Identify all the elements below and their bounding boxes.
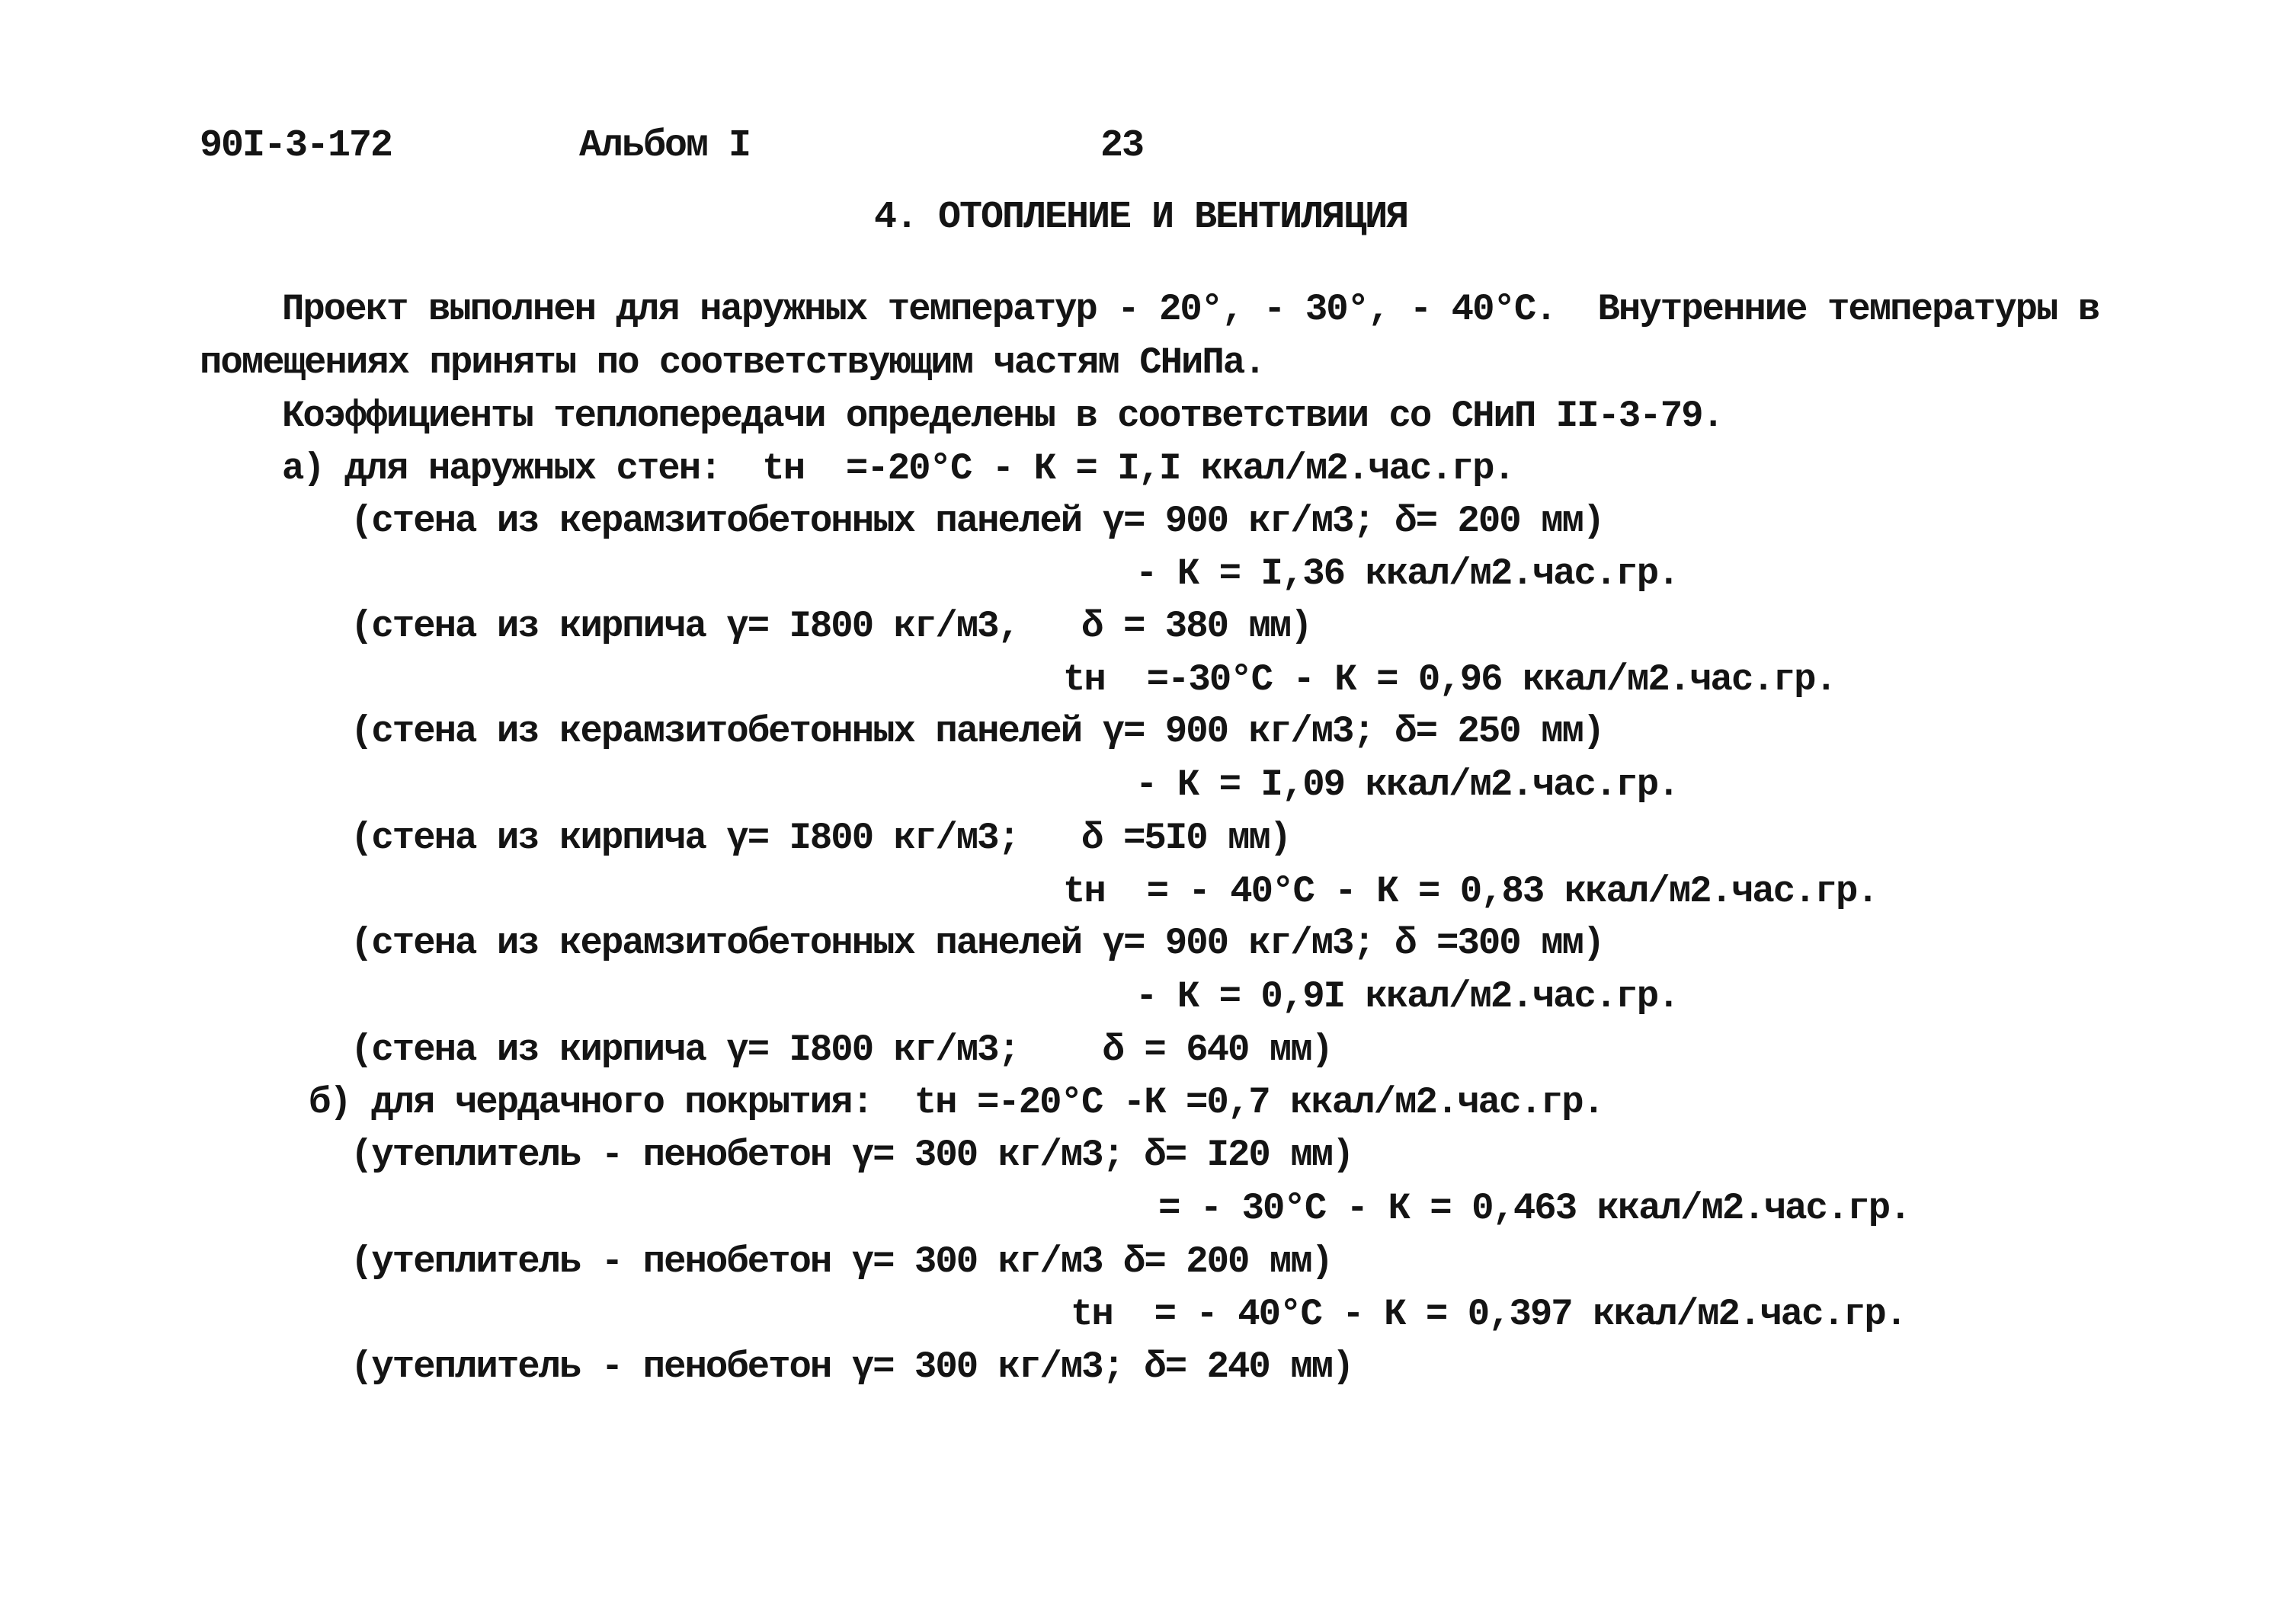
doc-code: 90I-3-172 (200, 124, 392, 168)
section-title: 4. ОТОПЛЕНИЕ И ВЕНТИЛЯЦИЯ (874, 196, 1408, 239)
item-b-line-5: (утеплитель - пенобетон γ= 300 кг/м3; δ= 240 мм) (351, 1345, 1353, 1388)
intro-line-3: Коэффициенты теплопередачи определены в соответствии со СНиП II-3-79. (282, 395, 1723, 437)
item-b-heading: б) для чердачного покрытия: tн =-20°С -К =0,7 ккал/м2.час.гр. (309, 1081, 1604, 1124)
intro-line-2: помещениях приняты по соответствующим частям СНиПа. (200, 341, 1265, 384)
album-label: Альбом I (579, 124, 751, 168)
item-a-line-10: - К = 0,9I ккал/м2.час.гр. (1135, 975, 1679, 1018)
item-b-line-2: = - 30°С - К = 0,463 ккал/м2.час.гр. (1158, 1187, 1910, 1230)
item-a-line-8: tн = - 40°С - К = 0,83 ккал/м2.час.гр. (1063, 870, 1878, 913)
item-b-line-1: (утеплитель - пенобетон γ= 300 кг/м3; δ= I20 мм) (351, 1134, 1353, 1176)
item-a-line-6: - К = I,09 ккал/м2.час.гр. (1135, 763, 1679, 806)
item-b-line-3: (утеплитель - пенобетон γ= 300 кг/м3 δ= 200 мм) (351, 1240, 1333, 1283)
item-a-line-2: - К = I,36 ккал/м2.час.гр. (1135, 552, 1679, 595)
item-a-line-5: (стена из керамзитобетонных панелей γ= 900 кг/м3; δ= 250 мм) (351, 710, 1604, 753)
item-a-heading: а) для наружных стен: tн =-20°С - К = I,I ккал/м2.час.гр. (282, 447, 1514, 490)
item-b-line-4: tн = - 40°С - К = 0,397 ккал/м2.час.гр. (1071, 1293, 1907, 1336)
page-number: 23 (1100, 124, 1144, 168)
item-a-line-11: (стена из кирпича γ= I800 кг/м3; δ = 640 мм) (351, 1029, 1333, 1071)
item-a-line-1: (стена из керамзитобетонных панелей γ= 900 кг/м3; δ= 200 мм) (351, 500, 1604, 542)
intro-line-1: Проект выполнен для наружных температур - 20°, - 30°, - 40°С. Внутренние температуры в (282, 288, 2099, 331)
item-a-line-7: (стена из кирпича γ= I800 кг/м3; δ =5I0 мм) (351, 817, 1291, 859)
item-a-line-9: (стена из керамзитобетонных панелей γ= 900 кг/м3; δ =300 мм) (351, 922, 1604, 965)
item-a-line-3: (стена из кирпича γ= I800 кг/м3, δ = 380 мм) (351, 605, 1311, 648)
item-a-line-4: tн =-30°С - К = 0,96 ккал/м2.час.гр. (1063, 658, 1836, 701)
